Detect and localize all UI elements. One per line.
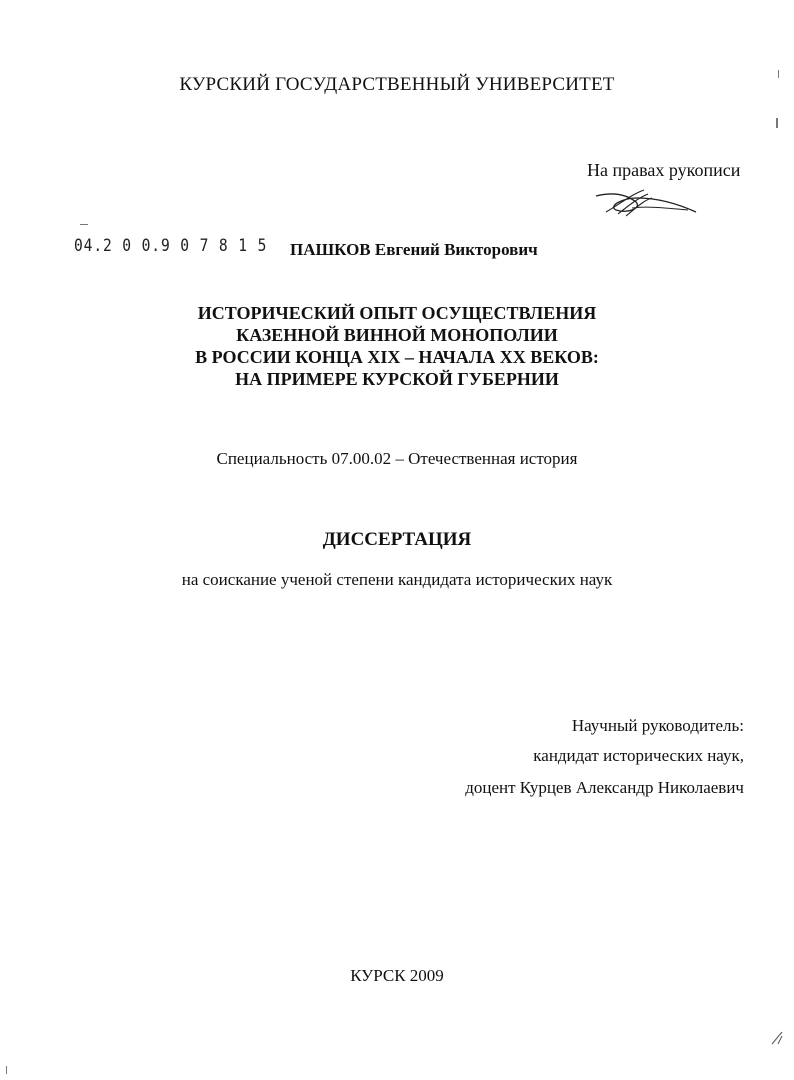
title-line: ИСТОРИЧЕСКИЙ ОПЫТ ОСУЩЕСТВЛЕНИЯ xyxy=(197,303,597,323)
author-name: ПАШКОВ Евгений Викторович xyxy=(290,240,538,259)
supervisor-degree: кандидат исторических наук, xyxy=(533,746,744,765)
supervisor-label: Научный руководитель: xyxy=(571,716,744,735)
handwritten-signature xyxy=(592,186,700,222)
scan-mark xyxy=(778,70,779,78)
scan-mark xyxy=(776,118,778,128)
title-line: КАЗЕННОЙ ВИННОЙ МОНОПОЛИИ xyxy=(236,325,558,345)
archive-number-stamp: 04.2 0 0.9 0 7 8 1 5 xyxy=(74,236,268,256)
dissertation-title xyxy=(0,302,794,390)
scan-mark xyxy=(80,224,88,225)
manuscript-rights-note: На правах рукописи xyxy=(587,160,741,180)
degree-statement: на соискание ученой степени кандидата исторических наук xyxy=(181,570,613,589)
university-name: КУРСКИЙ ГОСУДАРСТВЕННЫЙ УНИВЕРСИТЕТ xyxy=(179,74,615,95)
city-year: КУРСК 2009 xyxy=(350,966,444,985)
specialty: Специальность 07.00.02 – Отечественная история xyxy=(216,449,578,468)
title-line: НА ПРИМЕРЕ КУРСКОЙ ГУБЕРНИИ xyxy=(235,369,559,389)
supervisor-name: доцент Курцев Александр Николаевич xyxy=(465,778,744,797)
title-line: В РОССИИ КОНЦА XIX – НАЧАЛА XX ВЕКОВ: xyxy=(195,347,599,367)
scan-mark xyxy=(770,1030,784,1046)
scan-mark xyxy=(6,1066,7,1074)
document-type: ДИССЕРТАЦИЯ xyxy=(322,529,472,550)
